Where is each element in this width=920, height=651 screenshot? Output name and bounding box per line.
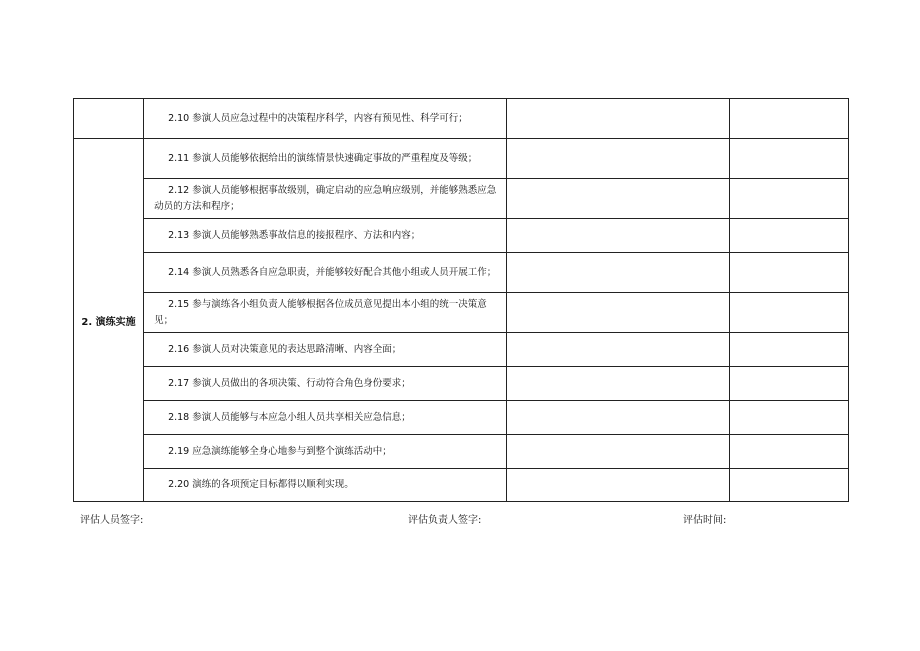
- score-cell[interactable]: [506, 435, 729, 469]
- criterion-2-11: 2.11 参演人员能够依据给出的演练情景快速确定事故的严重程度及等级；: [144, 139, 506, 179]
- criterion-2-14: 2.14 参演人员熟悉各自应急职责，并能够较好配合其他小组或人员开展工作；: [144, 253, 506, 293]
- table-row: [74, 435, 849, 469]
- criterion-2-20: 2.20 演练的各项预定目标都得以顺利实现。: [144, 469, 506, 502]
- remark-cell[interactable]: [729, 401, 848, 435]
- table-row: [74, 219, 849, 253]
- category-cell-empty: [74, 99, 144, 139]
- criterion-2-19: 2.19 应急演练能够全身心地参与到整个演练活动中；: [144, 435, 506, 469]
- table-row: [74, 253, 849, 293]
- criterion-2-13: 2.13 参演人员能够熟悉事故信息的接报程序、方法和内容；: [144, 219, 506, 253]
- table-row: [74, 139, 849, 179]
- criterion-2-15: 2.15 参与演练各小组负责人能够根据各位成员意见提出本小组的统一决策意见；: [144, 293, 506, 333]
- score-cell[interactable]: [506, 219, 729, 253]
- category-label: 2. 演练实施: [74, 139, 144, 502]
- lead-signature-label: 评估负责人签字:: [408, 515, 482, 526]
- remark-cell[interactable]: [729, 219, 848, 253]
- score-cell[interactable]: [506, 333, 729, 367]
- score-cell[interactable]: [506, 179, 729, 219]
- criterion-2-12: 2.12 参演人员能够根据事故级别，确定启动的应急响应级别，并能够熟悉应急动员的方法和程序；: [144, 179, 506, 219]
- table-row: [74, 469, 849, 502]
- remark-cell[interactable]: [729, 469, 848, 502]
- remark-cell[interactable]: [729, 333, 848, 367]
- remark-cell[interactable]: [729, 253, 848, 293]
- remark-cell[interactable]: [729, 367, 848, 401]
- evaluator-signature-label: 评估人员签字:: [80, 515, 144, 526]
- score-cell[interactable]: [506, 293, 729, 333]
- table-row: [74, 333, 849, 367]
- criterion-2-18: 2.18 参演人员能够与本应急小组人员共享相关应急信息；: [144, 401, 506, 435]
- signature-line: [0, 511, 920, 527]
- table-row: [74, 293, 849, 333]
- evaluation-table: [73, 98, 849, 502]
- score-cell[interactable]: [506, 469, 729, 502]
- remark-cell[interactable]: [729, 435, 848, 469]
- remark-cell[interactable]: [729, 179, 848, 219]
- remark-cell[interactable]: [729, 293, 848, 333]
- score-cell[interactable]: [506, 99, 729, 139]
- table-row: [74, 179, 849, 219]
- score-cell[interactable]: [506, 401, 729, 435]
- score-cell[interactable]: [506, 367, 729, 401]
- table-row: [74, 401, 849, 435]
- criterion-2-10: 2.10 参演人员应急过程中的决策程序科学，内容有预见性、科学可行；: [144, 99, 506, 139]
- table-row: [74, 99, 849, 139]
- score-cell[interactable]: [506, 139, 729, 179]
- score-cell[interactable]: [506, 253, 729, 293]
- table-row: [74, 367, 849, 401]
- remark-cell[interactable]: [729, 99, 848, 139]
- criterion-2-16: 2.16 参演人员对决策意见的表达思路清晰、内容全面；: [144, 333, 506, 367]
- criterion-2-17: 2.17 参演人员做出的各项决策、行动符合角色身份要求；: [144, 367, 506, 401]
- remark-cell[interactable]: [729, 139, 848, 179]
- evaluation-time-label: 评估时间:: [683, 515, 727, 526]
